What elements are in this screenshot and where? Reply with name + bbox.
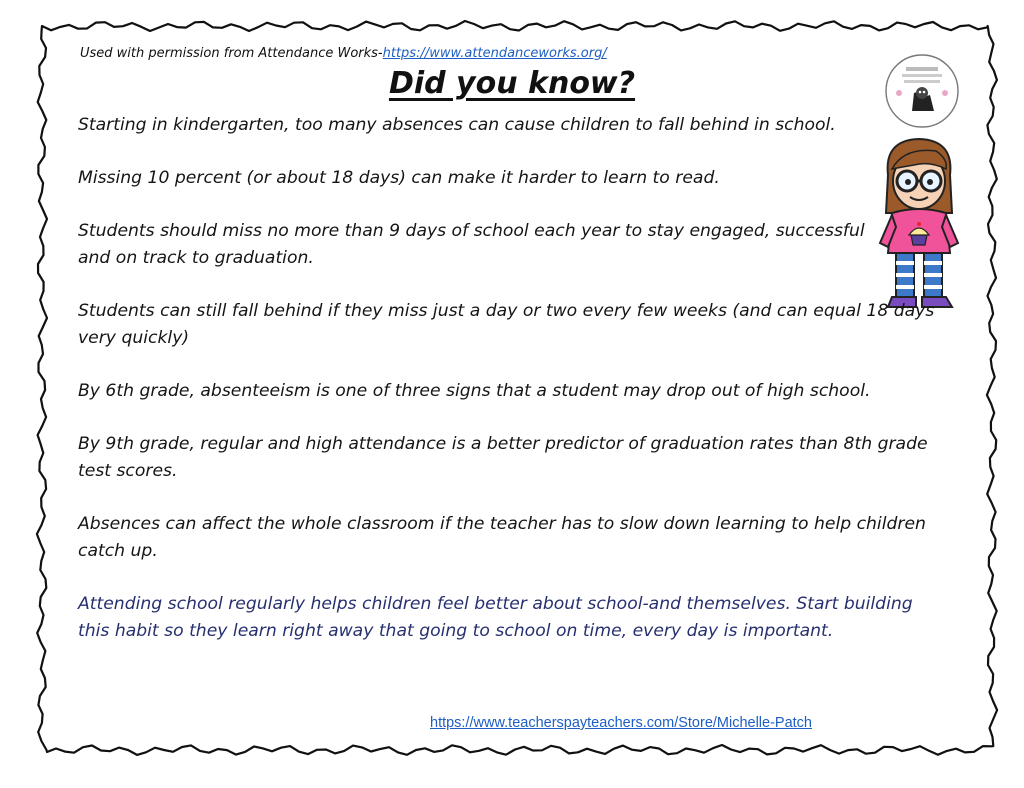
facts-list [78, 112, 936, 671]
fact-item: Students can still fall behind if they miss just a day or two every few weeks (and can equal 18 days very quickly) [78, 301, 935, 348]
fact-item: Starting in kindergarten, too many absences can cause children to fall behind in school. [78, 115, 836, 135]
fact-item: Absences can affect the whole classroom if the teacher has to slow down learning to help children catch up. [78, 514, 926, 561]
permission-note [80, 46, 607, 61]
attendance-works-link[interactable]: https://www.attendanceworks.org/ [382, 46, 607, 61]
fact-item-highlight: Attending school regularly helps children feel better about school-and themselves. Start building this habit so they learn right away that going to school on time, every day is important. [78, 594, 913, 641]
fact-item: Students should miss no more than 9 days of school each year to stay engaged, successful and on track to graduation. [78, 221, 865, 268]
teacherspayteachers-store-link[interactable]: https://www.teacherspayteachers.com/Store/Michelle-Patch [430, 715, 812, 731]
fact-item: Missing 10 percent (or about 18 days) can make it harder to learn to read. [78, 168, 720, 188]
page-title: Did you know? [388, 66, 636, 101]
fact-item: By 6th grade, absenteeism is one of three signs that a student may drop out of high school. [78, 381, 871, 401]
fact-item: By 9th grade, regular and high attendance is a better predictor of graduation rates than 8th grade test scores. [78, 434, 928, 481]
permission-text: Used with permission from Attendance Works- [80, 46, 383, 61]
